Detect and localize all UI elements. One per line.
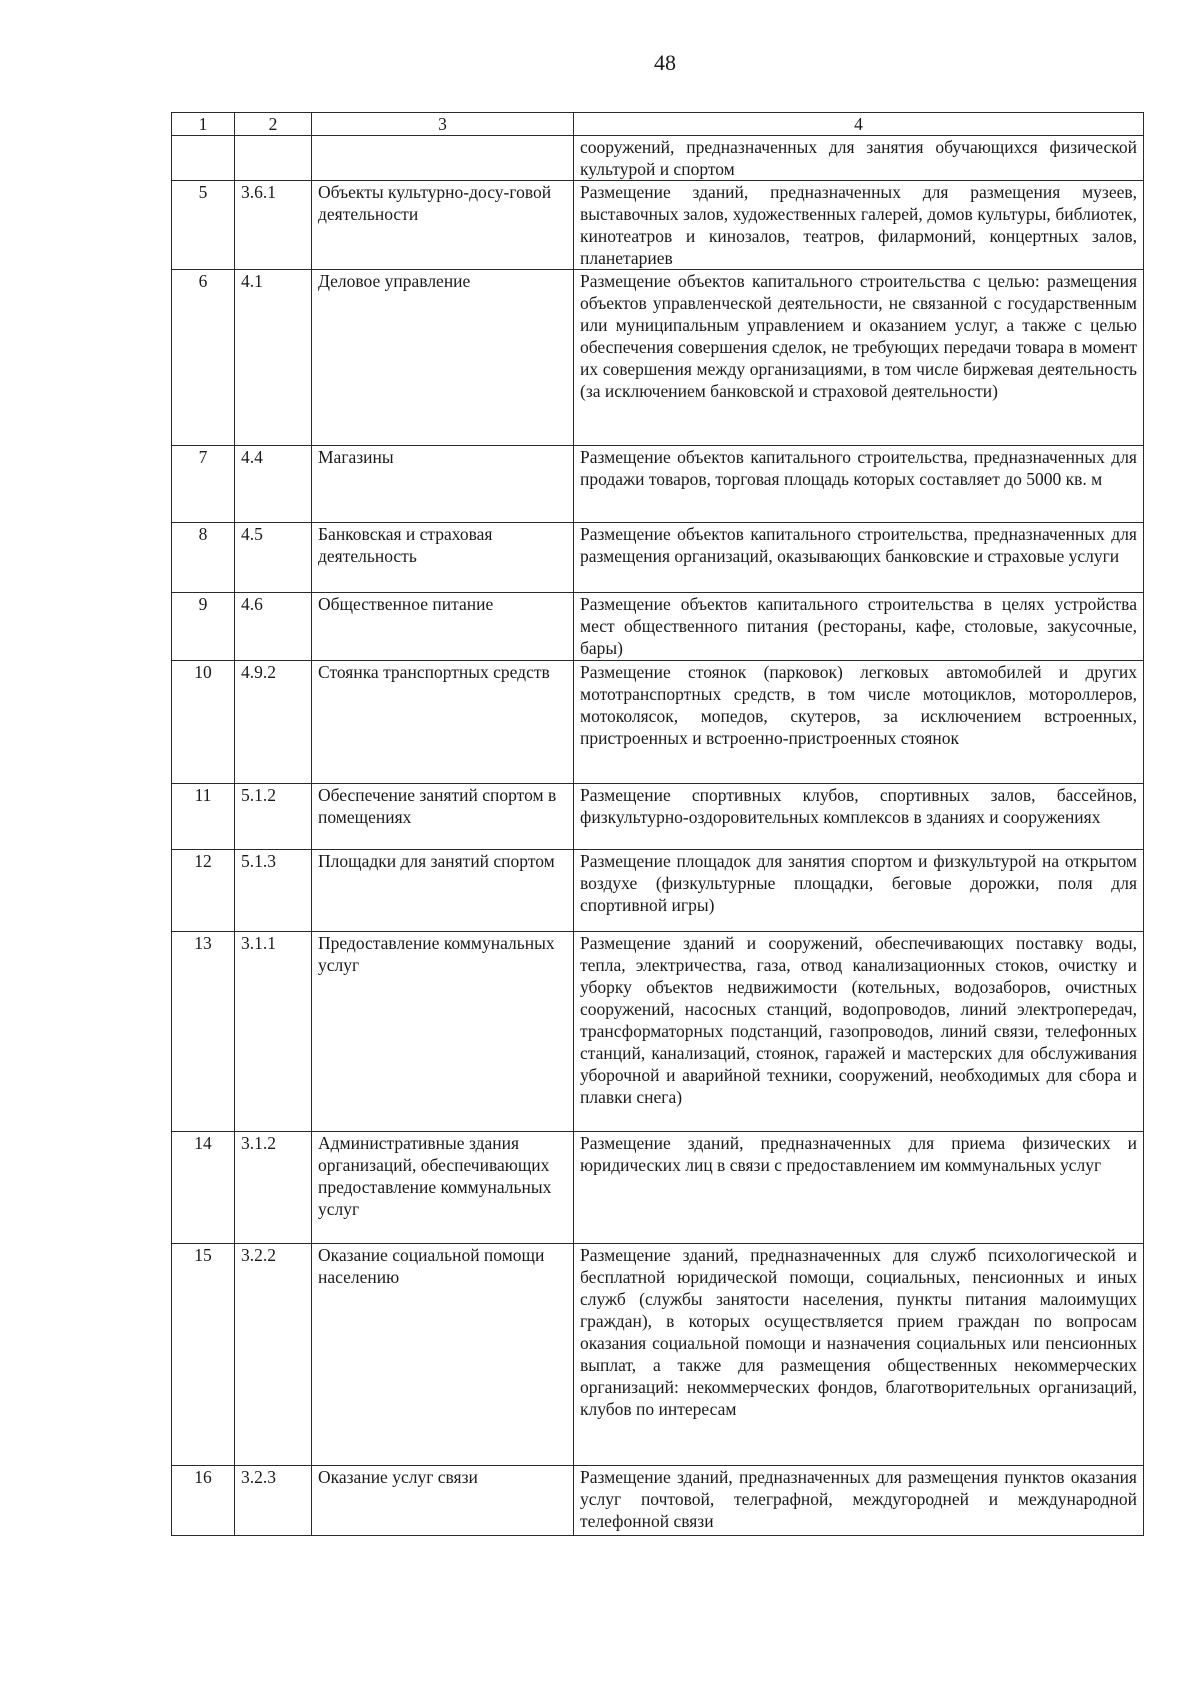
- row-code: 4.6: [235, 593, 312, 661]
- header-col-4: 4: [574, 113, 1144, 136]
- row-code: 4.5: [235, 523, 312, 593]
- row-name: Стоянка транспортных средств: [312, 661, 574, 784]
- row-number: 9: [172, 593, 235, 661]
- row-code: 4.4: [235, 446, 312, 523]
- row-code: 3.1.2: [235, 1132, 312, 1244]
- row-description: Размещение объектов капитального строительства в целях устройства мест общественного питания (рестораны, кафе, столовые, закусочные, бары): [574, 593, 1144, 661]
- row-number: 6: [172, 270, 235, 446]
- row-name: Административные здания организаций, обеспечивающих предоставление коммунальных услуг: [312, 1132, 574, 1244]
- table-row: [172, 850, 1144, 932]
- row-description: Размещение объектов капитального строительства, предназначенных для продажи товаров, торговая площадь которых составляет до 5000 кв. м: [574, 446, 1144, 523]
- row-code: [235, 136, 312, 181]
- row-number: 5: [172, 181, 235, 270]
- table-row: [172, 270, 1144, 446]
- row-name: Предоставление коммунальных услуг: [312, 932, 574, 1132]
- row-description: Размещение зданий, предназначенных для размещения музеев, выставочных залов, художественных галерей, домов культуры, библиотек, кинотеатров и кинозалов, театров, филармоний, концертных залов, планетариев: [574, 181, 1144, 270]
- table-row: [172, 1244, 1144, 1466]
- row-number: 7: [172, 446, 235, 523]
- table-row: [172, 593, 1144, 661]
- row-name: Оказание социальной помощи населению: [312, 1244, 574, 1466]
- row-description: Размещение стоянок (парковок) легковых автомобилей и других мототранспортных средств, в том числе мотоциклов, мотороллеров, мотоколясок, мопедов, скутеров, за исключением встроенных, пристроенных и встроенно-пристроенных стоянок: [574, 661, 1144, 784]
- row-number: 16: [172, 1466, 235, 1536]
- row-number: 8: [172, 523, 235, 593]
- row-code: 4.9.2: [235, 661, 312, 784]
- row-description: Размещение зданий и сооружений, обеспечивающих поставку воды, тепла, электричества, газа, отвод канализационных стоков, очистку и уборку объектов недвижимости (котельных, водозаборов, очистных сооружений, насосных станций, водопроводов, линий электропередач, трансформаторных подстанций, газопроводов, линий связи, телефонных станций, канализаций, стоянок, гаражей и мастерских для обслуживания уборочной и аварийной техники, сооружений, необходимых для сбора и плавки снега): [574, 932, 1144, 1132]
- table-row: [172, 661, 1144, 784]
- page-number: 48: [654, 50, 676, 75]
- row-name: Банковская и страховая деятельность: [312, 523, 574, 593]
- row-description: Размещение зданий, предназначенных для служб психологической и бесплатной юридической помощи, социальных, пенсионных и иных служб (службы занятости населения, пункты питания малоимущих граждан), в которых осуществляется прием граждан по вопросам оказания социальной помощи и назначения социальных или пенсионных выплат, а также для размещения общественных некоммерческих организаций: некоммерческих фондов, благотворительных организаций, клубов по интересам: [574, 1244, 1144, 1466]
- table-row: [172, 136, 1144, 181]
- row-code: 3.2.2: [235, 1244, 312, 1466]
- header-row: [172, 113, 1144, 136]
- table-row: [172, 784, 1144, 850]
- row-description: сооружений, предназначенных для занятия обучающихся физической культурой и спортом: [574, 136, 1144, 181]
- row-name: Магазины: [312, 446, 574, 523]
- table-row: [172, 1132, 1144, 1244]
- row-number: 11: [172, 784, 235, 850]
- row-code: 5.1.3: [235, 850, 312, 932]
- row-name: Деловое управление: [312, 270, 574, 446]
- table-row: [172, 523, 1144, 593]
- row-description: Размещение спортивных клубов, спортивных залов, бассейнов, физкультурно-оздоровительных комплексов в зданиях и сооружениях: [574, 784, 1144, 850]
- row-name: Общественное питание: [312, 593, 574, 661]
- row-code: 3.2.3: [235, 1466, 312, 1536]
- header-col-1: 1: [172, 113, 235, 136]
- row-number: 15: [172, 1244, 235, 1466]
- table-row: [172, 446, 1144, 523]
- row-description: Размещение зданий, предназначенных для приема физических и юридических лиц в связи с предоставлением им коммунальных услуг: [574, 1132, 1144, 1244]
- row-name: Оказание услуг связи: [312, 1466, 574, 1536]
- row-description: Размещение объектов капитального строительства, предназначенных для размещения организаций, оказывающих банковские и страховые услуги: [574, 523, 1144, 593]
- row-name: Объекты культурно-досу-говой деятельности: [312, 181, 574, 270]
- row-number: 10: [172, 661, 235, 784]
- row-number: 13: [172, 932, 235, 1132]
- table-row: [172, 181, 1144, 270]
- row-description: Размещение площадок для занятия спортом и физкультурой на открытом воздухе (физкультурные площадки, беговые дорожки, поля для спортивной игры): [574, 850, 1144, 932]
- row-name: Обеспечение занятий спортом в помещениях: [312, 784, 574, 850]
- row-name: Площадки для занятий спортом: [312, 850, 574, 932]
- row-number: [172, 136, 235, 181]
- table-row: [172, 1466, 1144, 1536]
- header-col-3: 3: [312, 113, 574, 136]
- row-code: 4.1: [235, 270, 312, 446]
- row-name: [312, 136, 574, 181]
- row-code: 5.1.2: [235, 784, 312, 850]
- row-code: 3.1.1: [235, 932, 312, 1132]
- row-description: Размещение зданий, предназначенных для размещения пунктов оказания услуг почтовой, телеграфной, междугородней и международной телефонной связи: [574, 1466, 1144, 1536]
- row-description: Размещение объектов капитального строительства с целью: размещения объектов управленческой деятельности, не связанной с государственным или муниципальным управлением и оказанием услуг, а также с целью обеспечения совершения сделок, не требующих передачи товара в момент их совершения между организациями, в том числе биржевая деятельность (за исключением банковской и страховой деятельности): [574, 270, 1144, 446]
- row-number: 14: [172, 1132, 235, 1244]
- row-number: 12: [172, 850, 235, 932]
- header-col-2: 2: [235, 113, 312, 136]
- land-use-table: [171, 112, 1144, 1536]
- table-row: [172, 932, 1144, 1132]
- row-code: 3.6.1: [235, 181, 312, 270]
